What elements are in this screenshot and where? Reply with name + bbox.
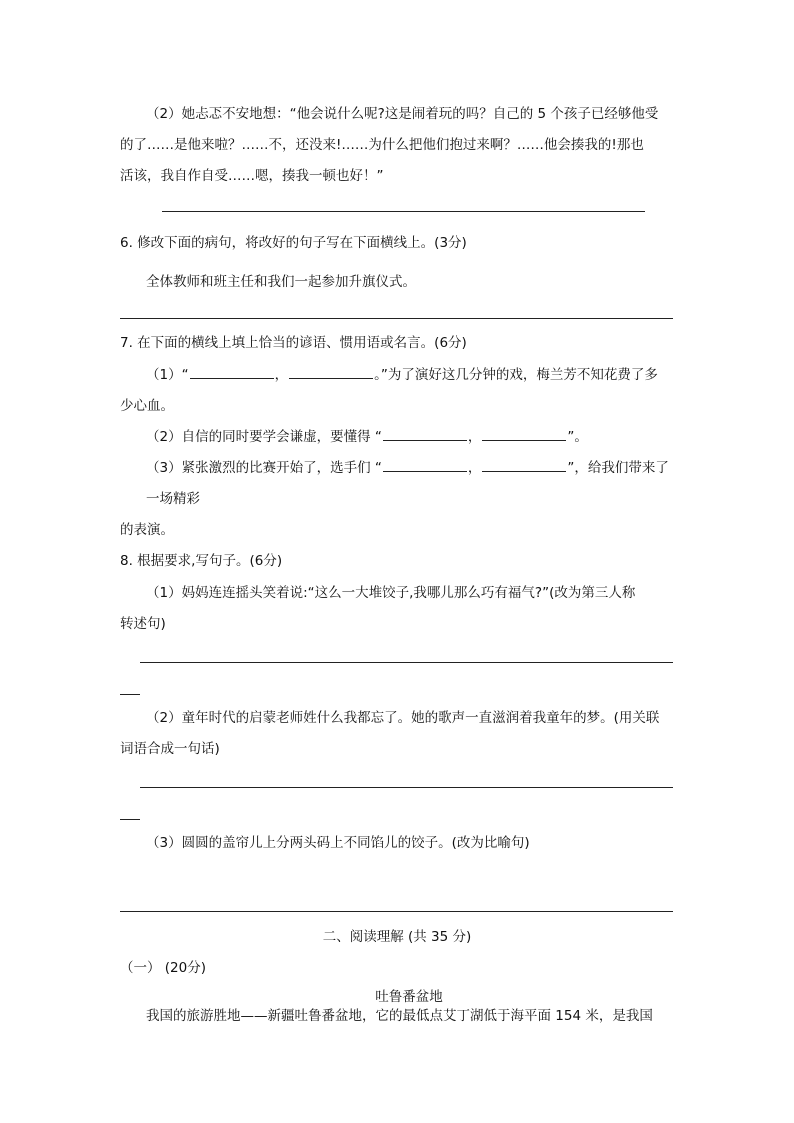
q7-item3-comma: ， xyxy=(467,460,482,476)
q8-item3-line1: （3）圆圆的盖帘儿上分两头码上不同馅儿的饺子。(改为比喻句) xyxy=(146,835,530,851)
q7-item1-suffix: 。”为了演好这几分钟的戏，梅兰芳不知花费了多 xyxy=(374,367,658,383)
q7-item1-line2: 少心血。 xyxy=(120,398,174,414)
q8-item3-answer-line[interactable] xyxy=(120,911,673,912)
q5-item2-line1: （2）她忐忑不安地想：“他会说什么呢?这是闹着玩的吗？自己的 5 个孩子已经够他受 xyxy=(146,106,659,122)
q8-item1-answer-line[interactable] xyxy=(140,662,673,663)
q7-item1-comma: ， xyxy=(274,367,289,383)
q6-answer-line[interactable] xyxy=(120,318,673,319)
q7-heading: 7. 在下面的横线上填上恰当的谚语、惯用语或名言。(6分) xyxy=(120,335,467,351)
q7-item3-line3: 的表演。 xyxy=(120,522,174,538)
q7-item2 xyxy=(146,428,588,446)
q5-item2-line3: 活该，我自作自受……嗯，揍我一顿也好！” xyxy=(120,168,384,184)
q7-item1-blank-a[interactable] xyxy=(190,366,274,379)
q6-heading: 6. 修改下面的病句，将改好的句子写在下面横线上。(3分) xyxy=(120,235,467,251)
q8-item1-answer-line-tail xyxy=(120,694,140,695)
q5-item2-line2: 的了……是他来啦？……不，还没来!……为什么把他们抱过来啊？……他会揍我的!那也 xyxy=(120,137,644,153)
passage-line1: 我国的旅游胜地——新疆吐鲁番盆地，它的最低点艾丁湖低于海平面 154 米，是我国 xyxy=(146,1008,653,1024)
q7-item3-blank-b[interactable] xyxy=(482,459,566,472)
q7-item3-line2: 一场精彩 xyxy=(146,491,200,507)
q8-item1-line2: 转述句) xyxy=(120,616,166,632)
q8-item1-line1: （1）妈妈连连摇头笑着说:“这么一大堆饺子,我哪儿那么巧有福气?”(改为第三人称 xyxy=(146,585,636,601)
section2-title: 二、阅读理解 (共 35 分) xyxy=(322,929,472,945)
q7-item1-blank-b[interactable] xyxy=(289,366,373,379)
q7-item2-blank-a[interactable] xyxy=(383,428,467,441)
q7-item2-comma: ， xyxy=(467,429,482,445)
q7-item2-prefix: （2）自信的同时要学会谦虚，要懂得 “ xyxy=(146,429,382,445)
q7-item3-prefix: （3）紧张激烈的比赛开始了，选手们 “ xyxy=(146,460,382,476)
q8-item2-line2: 词语合成一句话) xyxy=(120,741,220,757)
q8-item2-answer-line-tail xyxy=(120,819,140,820)
passage-title: 吐鲁番盆地 xyxy=(375,989,443,1005)
q7-item3-suffix: ”，给我们带来了 xyxy=(567,460,669,476)
q7-item3-line1 xyxy=(146,459,669,477)
q7-item2-suffix: ”。 xyxy=(567,429,588,445)
q7-item1-line1 xyxy=(146,366,658,384)
section2-part1: （一） (20分) xyxy=(120,960,207,976)
q8-heading: 8. 根据要求,写句子。(6分) xyxy=(120,553,283,569)
q8-item2-line1: （2）童年时代的启蒙老师姓什么我都忘了。她的歌声一直滋润着我童年的梦。(用关联 xyxy=(146,710,660,726)
q6-sentence: 全体教师和班主任和我们一起参加升旗仪式。 xyxy=(146,274,416,290)
q5-answer-line[interactable] xyxy=(162,211,645,212)
q7-item3-blank-a[interactable] xyxy=(383,459,467,472)
q7-item2-blank-b[interactable] xyxy=(482,428,566,441)
q8-item2-answer-line[interactable] xyxy=(140,787,673,788)
q7-item1-prefix: （1）“ xyxy=(146,367,189,383)
